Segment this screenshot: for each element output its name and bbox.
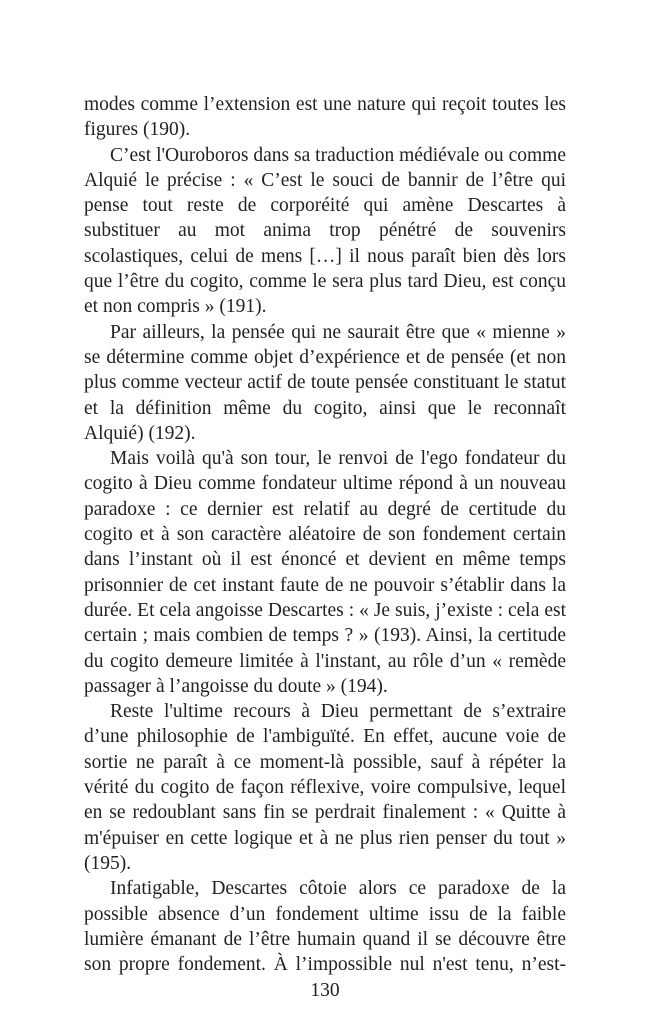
paragraph-6: Infatigable, Descartes côtoie alors ce paradoxe de la possible absence d’un fondement ultime issu de la faible lumière émanant de l’être humain quand il se découvre être son propre fondement. À l’impossible nul n'est tenu, n’est- [84,878,566,976]
paragraph-3: Par ailleurs, la pensée qui ne saurait être que « mienne » se détermine comme objet d’expérience et de pensée (et non plus comme vecteur actif de toute pensée constituant le statut et la définition même du cogito, ainsi que le reconnaît Alquié) (192). [84,321,566,444]
paragraph-5: Reste l'ultime recours à Dieu permettant de s’extraire d’une philosophie de l'ambiguïté. En effet, aucune voie de sortie ne paraît à ce moment-là possible, sauf à répéter la vérité du cogito de façon réflexive, voire compulsive, lequel en se redoublant sans fin se perdrait finalement : « Quitte à m'épuiser en cette logique et à ne plus rien penser du tout » (195). [84,701,566,874]
page-number: 130 [310,980,340,1001]
body-text [84,92,566,977]
paragraph-1: modes comme l’extension est une nature qui reçoit toutes les figures (190). [84,94,566,141]
paragraph-2: C’est l'Ouroboros dans sa traduction médiévale ou comme Alquié le précise : « C’est le souci de bannir de l’être qui pense tout reste de corporéité qui amène Descartes à substituer au mot anima trop pénétré de souvenirs scolastiques, celui de mens […] il nous paraît bien dès lors que l’être du cogito, comme le sera plus tard Dieu, est conçu et non compris » (191). [84,144,566,318]
paragraph-4: Mais voilà qu'à son tour, le renvoi de l'ego fondateur du cogito à Dieu comme fondateur ultime répond à un nouveau paradoxe : ce dernier est relatif au degré de certitude du cogito et à son caractère aléatoire de son fondement certain dans l’instant où il est énoncé et devient en même temps prisonnier de cet instant faute de ne pouvoir s’établir dans la durée. Et cela angoisse Descartes : « Je suis, j’existe : cela est certain ; mais combien de temps ? » (193). Ainsi, la certitude du cogito demeure limitée à l'instant, au rôle d’un « remède passager à l’angoisse du doute » (194). [84,448,566,697]
